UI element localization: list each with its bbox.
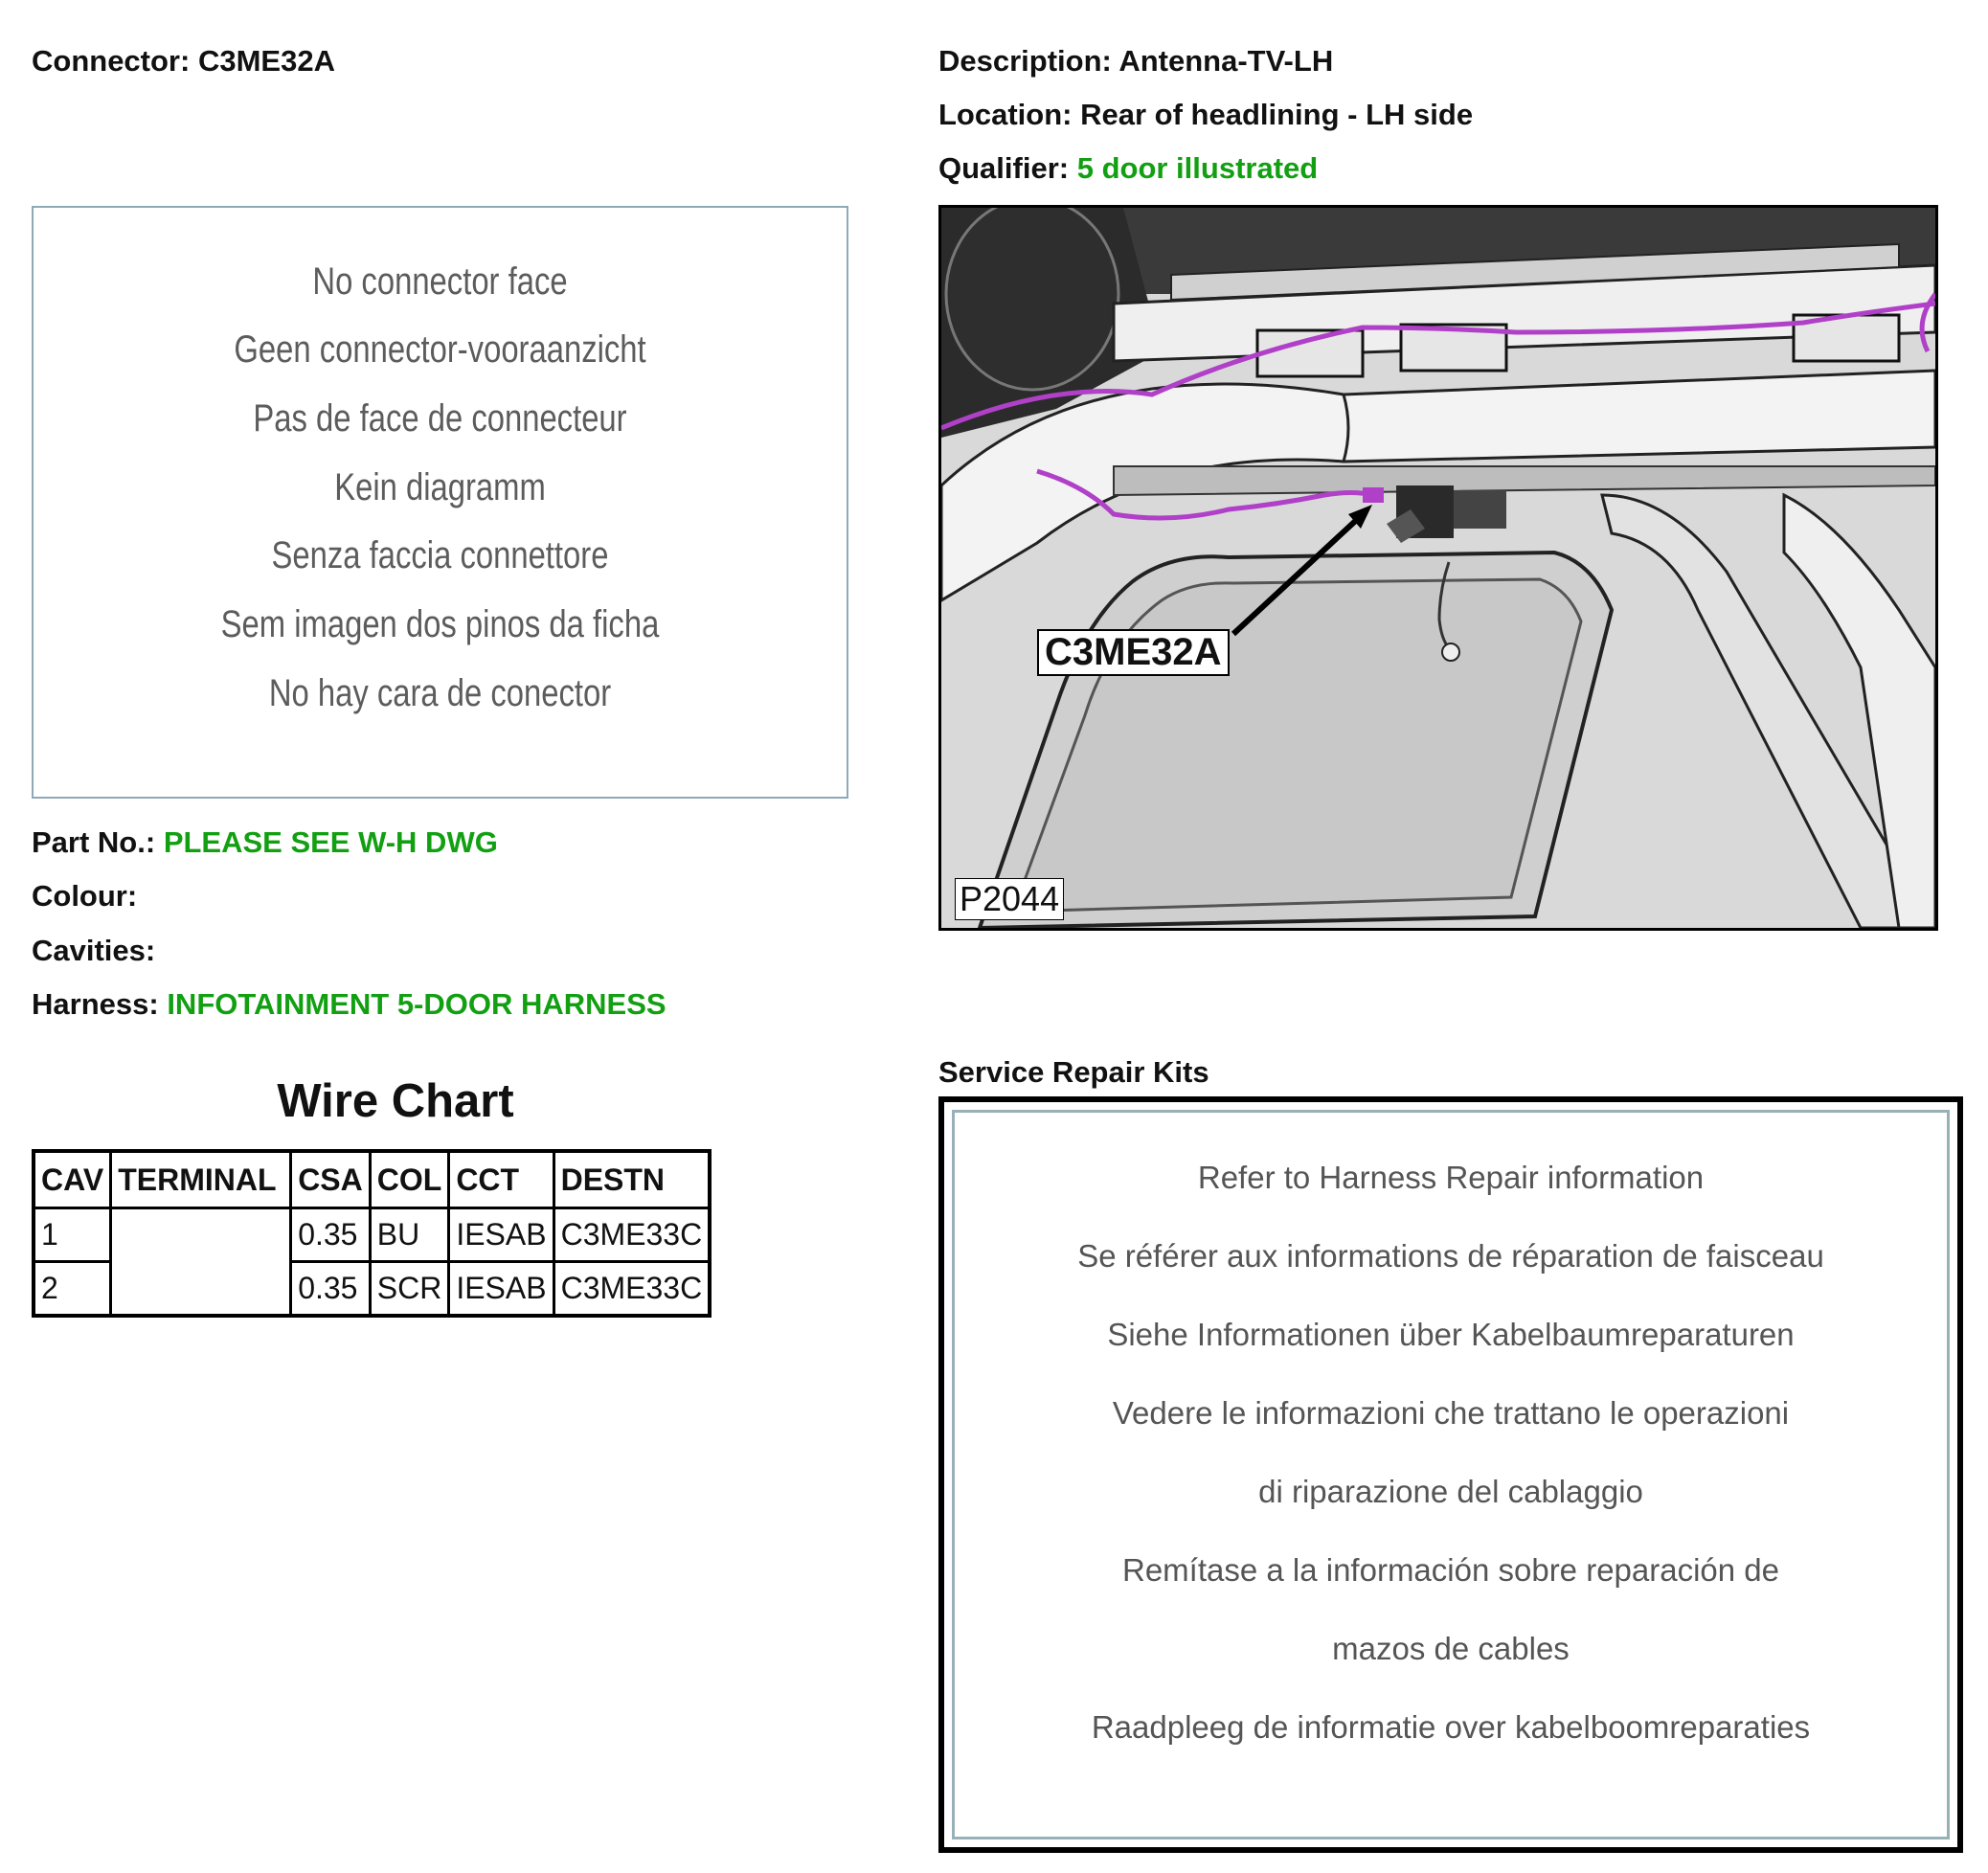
connector-id: C3ME32A xyxy=(197,44,335,78)
cell-cav: 1 xyxy=(34,1208,111,1262)
location-value: Rear of headlining - LH side xyxy=(1080,98,1474,131)
cell-col: BU xyxy=(370,1208,449,1262)
cell-cct: IESAB xyxy=(449,1262,553,1317)
location-field: Location: Rear of headlining - LH side xyxy=(938,98,1474,131)
header-csa: CSA xyxy=(291,1151,371,1208)
photo-figure-id: P2044 xyxy=(955,878,1064,920)
header-col: COL xyxy=(370,1151,449,1208)
face-message: Kein diagramm xyxy=(334,466,546,508)
repair-message: di riparazione del cablaggio xyxy=(1258,1474,1643,1509)
wire-chart-header-row xyxy=(34,1151,710,1208)
cell-cct: IESAB xyxy=(449,1208,553,1262)
header-destn: DESTN xyxy=(553,1151,710,1208)
vehicle-roof-illustration xyxy=(941,208,1935,928)
repair-message: Raadpleeg de informatie over kabelboomreparaties xyxy=(1091,1709,1811,1745)
harness-field: Harness: INFOTAINMENT 5-DOOR HARNESS xyxy=(32,987,666,1021)
face-message: No hay cara de conector xyxy=(268,672,612,714)
service-repair-inner xyxy=(952,1110,1950,1839)
description-value: Antenna-TV-LH xyxy=(1118,44,1334,78)
photo-callout-label: C3ME32A xyxy=(1037,629,1230,676)
connector-face-box xyxy=(32,206,848,799)
face-message: Geen connector-vooraanzicht xyxy=(234,328,646,371)
cell-destn: C3ME33C xyxy=(553,1262,710,1317)
cell-terminal xyxy=(111,1208,291,1317)
repair-message: Remítase a la información sobre reparación de xyxy=(1121,1552,1780,1588)
table-row xyxy=(34,1208,710,1262)
location-photo xyxy=(938,205,1938,931)
header-cct: CCT xyxy=(449,1151,553,1208)
colour-field: Colour: xyxy=(32,879,138,913)
repair-message: Refer to Harness Repair information xyxy=(1197,1160,1705,1195)
qualifier-value: 5 door illustrated xyxy=(1076,151,1319,185)
face-message: No connector face xyxy=(312,260,568,303)
service-repair-box xyxy=(938,1096,1963,1853)
cell-destn: C3ME33C xyxy=(553,1208,710,1262)
repair-message: Se référer aux informations de réparation de faisceau xyxy=(1077,1238,1824,1274)
face-message: Senza faccia connettore xyxy=(271,534,609,576)
cell-csa: 0.35 xyxy=(291,1262,371,1317)
cell-col: SCR xyxy=(370,1262,449,1317)
repair-message: mazos de cables xyxy=(1332,1631,1570,1666)
header-cav: CAV xyxy=(34,1151,111,1208)
connector-field: Connector: C3ME32A xyxy=(32,44,335,78)
header-terminal: TERMINAL xyxy=(111,1151,291,1208)
description-field: Description: Antenna-TV-LH xyxy=(938,44,1334,78)
part-no-value: PLEASE SEE W-H DWG xyxy=(163,825,498,859)
wire-chart-table xyxy=(32,1149,712,1318)
cell-cav: 2 xyxy=(34,1262,111,1317)
qualifier-field: Qualifier: 5 door illustrated xyxy=(938,151,1319,185)
service-repair-title: Service Repair Kits xyxy=(938,1055,1209,1089)
wire-chart-title: Wire Chart xyxy=(277,1075,514,1127)
face-message: Sem imagen dos pinos da ficha xyxy=(220,603,660,645)
repair-message: Vedere le informazioni che trattano le operazioni xyxy=(1112,1395,1790,1431)
repair-message: Siehe Informationen über Kabelbaumreparaturen xyxy=(1107,1317,1795,1352)
face-message: Pas de face de connecteur xyxy=(253,397,627,440)
cavities-field: Cavities: xyxy=(32,934,156,967)
cell-csa: 0.35 xyxy=(291,1208,371,1262)
harness-value: INFOTAINMENT 5-DOOR HARNESS xyxy=(167,987,666,1021)
part-no-field: Part No.: PLEASE SEE W-H DWG xyxy=(32,825,498,859)
